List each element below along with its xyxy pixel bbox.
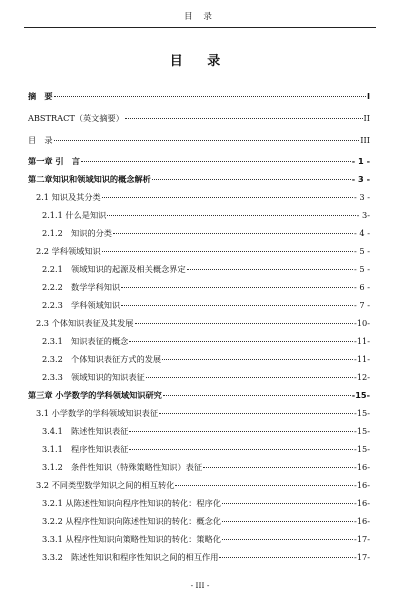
toc-entry[interactable] bbox=[28, 515, 370, 527]
toc-entry[interactable] bbox=[28, 407, 370, 419]
toc-entry-title: 摘 要 bbox=[28, 91, 53, 101]
toc-entry[interactable] bbox=[28, 551, 370, 563]
toc-entry[interactable] bbox=[28, 90, 370, 102]
running-header: 目 录 bbox=[184, 12, 216, 22]
dot-leader bbox=[159, 413, 353, 414]
dot-leader bbox=[222, 503, 353, 504]
dot-leader bbox=[54, 96, 366, 97]
toc-entry-page: -15- bbox=[354, 426, 370, 436]
toc-entry-title: 3.1.2 条件性知识（特殊策略性知识）表征 bbox=[42, 462, 203, 472]
toc-entry-title: 3.1 小学数学的学科领域知识表征 bbox=[36, 408, 159, 418]
dot-leader bbox=[81, 161, 351, 162]
toc-entry-title: 2.3 个体知识表征及其发展 bbox=[36, 318, 134, 328]
dot-leader bbox=[129, 449, 353, 450]
toc-entry-page: - 3 - bbox=[351, 174, 370, 184]
toc-entry[interactable] bbox=[28, 317, 370, 329]
dot-leader bbox=[113, 233, 353, 234]
toc-entry-title: 目 录 bbox=[28, 135, 53, 145]
toc-title: 目 录 bbox=[169, 54, 231, 69]
dot-leader bbox=[162, 359, 353, 360]
toc-entry-title: ABSTRACT（英文摘要） bbox=[28, 113, 124, 123]
toc-entry[interactable] bbox=[28, 155, 370, 167]
dot-leader bbox=[175, 485, 353, 486]
dot-leader bbox=[54, 140, 360, 141]
toc-entry-page: -15- bbox=[354, 444, 370, 454]
toc-entry[interactable] bbox=[28, 497, 370, 509]
toc-entry-page: -16- bbox=[354, 480, 370, 490]
toc-entry[interactable] bbox=[28, 389, 370, 401]
toc-entry-title: 3.2.1 从陈述性知识向程序性知识的转化：程序化 bbox=[42, 498, 221, 508]
dot-leader bbox=[129, 341, 353, 342]
toc-entry-title: 3.2 不同类型数学知识之间的相互转化 bbox=[36, 480, 175, 490]
toc-entry-page: -16- bbox=[354, 516, 370, 526]
header-rule bbox=[24, 27, 376, 28]
toc-entry-page: -10- bbox=[354, 318, 370, 328]
dot-leader bbox=[102, 251, 353, 252]
toc-entry[interactable] bbox=[28, 353, 370, 365]
toc-entry[interactable] bbox=[28, 281, 370, 293]
dot-leader bbox=[135, 323, 354, 324]
dot-leader bbox=[107, 215, 355, 216]
toc-entry-title: 2.2.2 数学学科知识 bbox=[42, 282, 121, 292]
toc-entry[interactable] bbox=[28, 299, 370, 311]
toc-entry-page: II bbox=[363, 113, 370, 123]
toc-entry-page: -16- bbox=[354, 498, 370, 508]
dot-leader bbox=[203, 467, 353, 468]
toc-entry-title: 3.1.1 程序性知识表征 bbox=[42, 444, 129, 454]
toc-entry-page: - 4 - bbox=[354, 228, 370, 238]
toc-entry-title: 2.1.1 什么是知识 bbox=[42, 210, 107, 220]
toc-entry-page: - 7 - bbox=[354, 300, 370, 310]
toc-entry-page: -15- bbox=[351, 390, 370, 400]
dot-leader bbox=[121, 305, 353, 306]
toc-entry-page: -11- bbox=[354, 354, 370, 364]
toc-entry-page: -16- bbox=[354, 462, 370, 472]
dot-leader bbox=[121, 287, 353, 288]
toc-entry-title: 第一章 引 言 bbox=[28, 156, 80, 166]
toc-entry-page: - 5 - bbox=[354, 246, 370, 256]
toc-entry-page: - 3 - bbox=[354, 192, 370, 202]
dot-leader bbox=[146, 377, 353, 378]
toc-entry-title: 3.3.1 从程序性知识向策略性知识的转化：策略化 bbox=[42, 534, 221, 544]
toc-entry[interactable] bbox=[28, 425, 370, 437]
dot-leader bbox=[125, 118, 363, 119]
toc-entry[interactable] bbox=[28, 533, 370, 545]
toc-entry-page: -15- bbox=[354, 408, 370, 418]
dot-leader bbox=[219, 557, 353, 558]
toc-entry-title: 2.2.3 学科领域知识 bbox=[42, 300, 121, 310]
toc-entry-title: 2.2 学科领域知识 bbox=[36, 246, 101, 256]
table-of-contents bbox=[28, 90, 370, 563]
toc-entry-page: -11- bbox=[354, 336, 370, 346]
dot-leader bbox=[102, 197, 353, 198]
toc-entry-page: -17- bbox=[354, 534, 370, 544]
page-number-footer: - III - bbox=[190, 581, 210, 590]
toc-entry-title: 2.3.2 个体知识表征方式的发展 bbox=[42, 354, 162, 364]
toc-entry-title: 2.2.1 领域知识的起源及相关概念界定 bbox=[42, 264, 186, 274]
toc-entry-page: - 6 - bbox=[354, 282, 370, 292]
toc-entry[interactable] bbox=[28, 461, 370, 473]
toc-entry[interactable] bbox=[28, 173, 370, 185]
dot-leader bbox=[129, 431, 353, 432]
toc-entry[interactable] bbox=[28, 479, 370, 491]
toc-entry-title: 2.3.1 知识表征的概念 bbox=[42, 336, 129, 346]
dot-leader bbox=[163, 395, 351, 396]
toc-entry-page: I bbox=[366, 91, 370, 101]
toc-entry[interactable] bbox=[28, 371, 370, 383]
toc-entry-page: III bbox=[360, 135, 370, 145]
toc-entry-title: 第三章 小学数学的学科领域知识研究 bbox=[28, 390, 162, 400]
toc-entry-page: -12- bbox=[354, 372, 370, 382]
toc-entry-page: - 3- bbox=[356, 210, 370, 220]
toc-entry-title: 2.1 知识及其分类 bbox=[36, 192, 101, 202]
toc-entry-title: 3.4.1 陈述性知识表征 bbox=[42, 426, 129, 436]
toc-entry[interactable] bbox=[28, 245, 370, 257]
toc-entry[interactable] bbox=[28, 227, 370, 239]
dot-leader bbox=[152, 179, 351, 180]
toc-entry[interactable] bbox=[28, 134, 370, 146]
dot-leader bbox=[222, 521, 353, 522]
toc-entry-title: 2.1.2 知识的分类 bbox=[42, 228, 112, 238]
toc-entry-page: - 5 - bbox=[354, 264, 370, 274]
toc-entry[interactable] bbox=[28, 335, 370, 347]
toc-entry[interactable] bbox=[28, 112, 370, 124]
toc-entry-title: 第二章知识和领域知识的概念解析 bbox=[28, 174, 151, 184]
toc-entry[interactable] bbox=[28, 263, 370, 275]
toc-entry[interactable] bbox=[28, 443, 370, 455]
toc-entry-title: 3.3.2 陈述性知识和程序性知识之间的相互作用 bbox=[42, 552, 219, 562]
dot-leader bbox=[187, 269, 353, 270]
toc-entry-page: - 1 - bbox=[351, 156, 370, 166]
toc-entry-page: -17- bbox=[354, 552, 370, 562]
toc-entry-title: 2.3.3 领域知识的知识表征 bbox=[42, 372, 145, 382]
dot-leader bbox=[222, 539, 353, 540]
toc-entry-title: 3.2.2 从程序性知识向陈述性知识的转化：概念化 bbox=[42, 516, 221, 526]
toc-entry[interactable] bbox=[28, 209, 370, 221]
toc-entry[interactable] bbox=[28, 191, 370, 203]
